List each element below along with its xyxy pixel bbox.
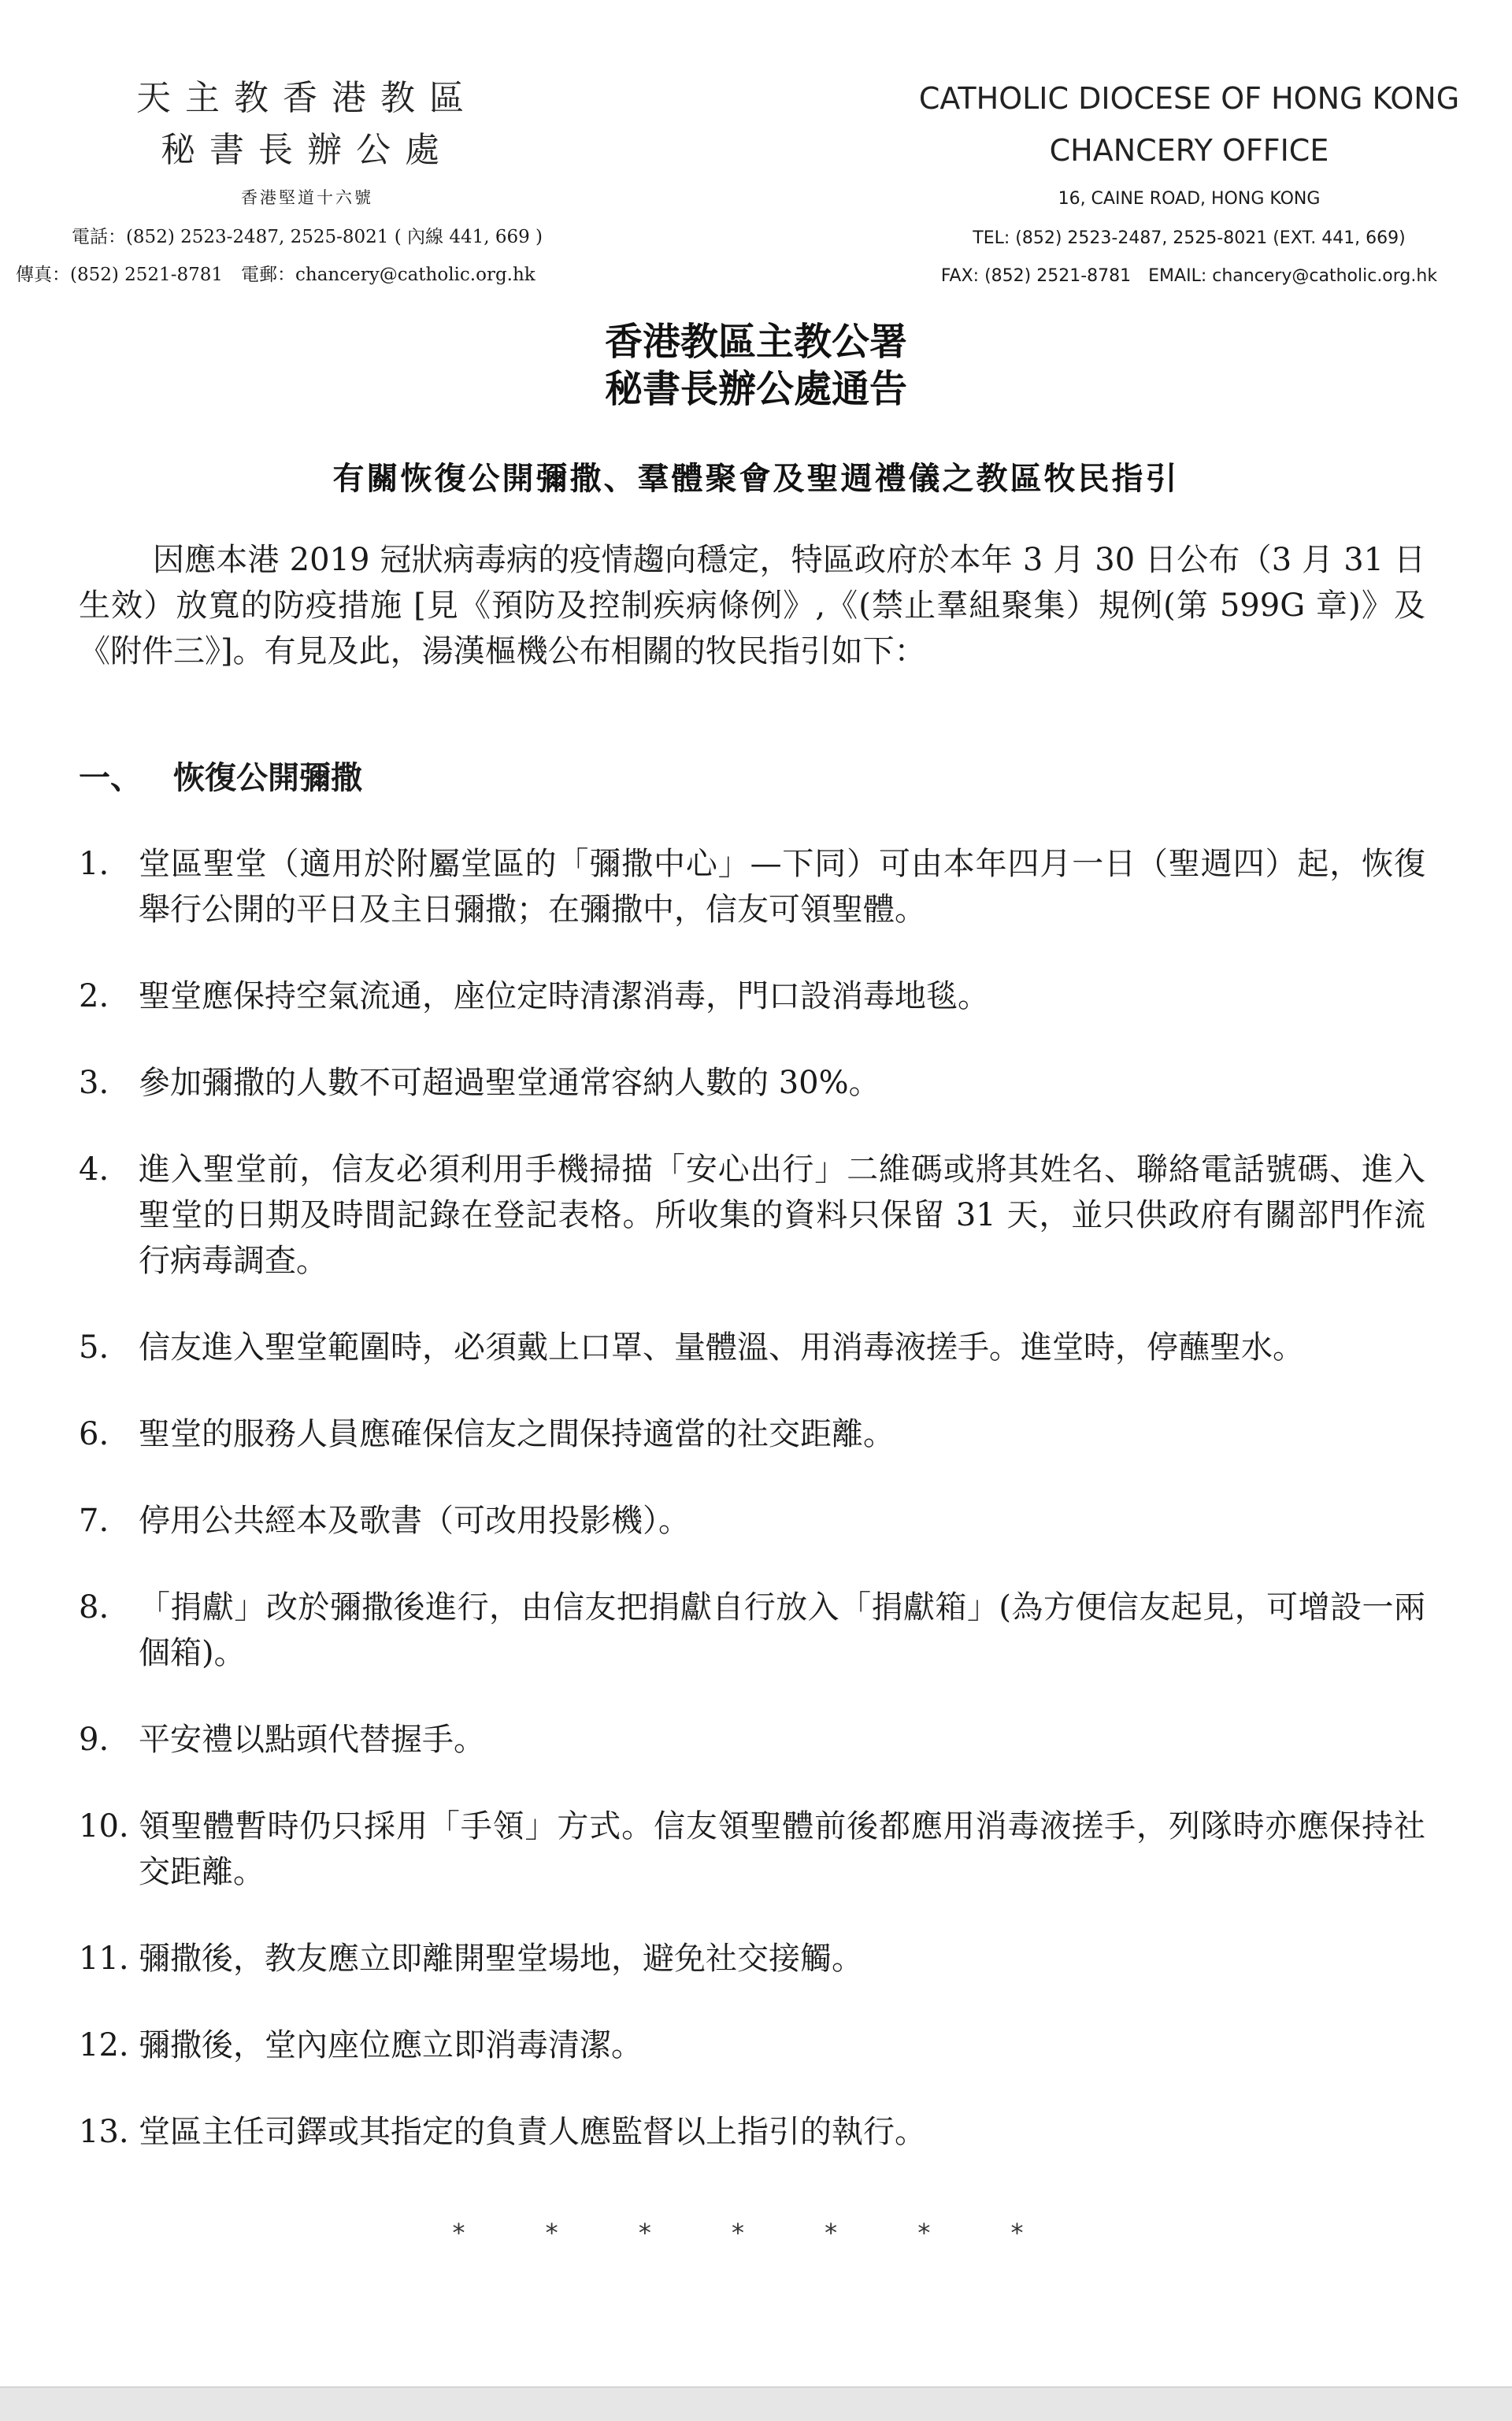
item-text: 彌撒後，教友應立即離開聖堂場地，避免社交接觸。	[139, 1941, 863, 1977]
list-item	[79, 1498, 1425, 1544]
list-item	[79, 1411, 1425, 1457]
item-number: 2.	[79, 978, 109, 1014]
item-number: 13.	[79, 2114, 129, 2150]
item-number: 10.	[79, 1808, 129, 1844]
en-org-name-line1: CATHOLIC DIOCESE OF HONG KONG	[918, 81, 1460, 116]
notice-title	[0, 318, 1512, 413]
list-item	[79, 2109, 1425, 2155]
list-item	[79, 2022, 1425, 2068]
item-text: 領聖體暫時仍只採用「手領」方式。信友領聖體前後都應用消毒液搓手，列隊時亦應保持社交距離。	[139, 1808, 1425, 1890]
item-text: 聖堂的服務人員應確保信友之間保持適當的社交距離。	[139, 1416, 895, 1452]
item-text: 平安禮以點頭代替握手。	[139, 1722, 485, 1758]
item-number: 1.	[79, 846, 109, 882]
list-item	[79, 841, 1425, 932]
zh-fax-email: 傳真：(852) 2521-8781 電郵：chancery@catholic.org.hk	[16, 265, 536, 285]
zh-org-name-line2: 秘書長辦公處	[161, 130, 454, 170]
letterhead-chinese	[16, 72, 598, 293]
letterhead-english	[866, 72, 1512, 295]
item-number: 3.	[79, 1065, 109, 1101]
section-title: 恢復公開彌撒	[173, 759, 362, 796]
end-marker-stars: * * * * * * *	[452, 2218, 1060, 2248]
list-item	[79, 1147, 1425, 1284]
section-heading	[79, 754, 362, 802]
item-number: 6.	[79, 1416, 109, 1452]
zh-address: 香港堅道十六號	[241, 188, 373, 207]
list-item	[79, 1717, 1425, 1763]
list-item	[79, 1585, 1425, 1676]
item-text: 聖堂應保持空氣流通，座位定時清潔消毒，門口設消毒地毯。	[139, 978, 989, 1014]
en-address: 16, CAINE ROAD, HONG KONG	[1058, 189, 1321, 209]
item-number: 8.	[79, 1589, 109, 1626]
notice-subject: 有關恢復公開彌撒、羣體聚會及聖週禮儀之教區牧民指引	[332, 460, 1180, 497]
item-number: 7.	[79, 1503, 109, 1539]
item-number: 4.	[79, 1151, 109, 1188]
zh-telephone: 電話：(852) 2523-2487, 2525-8021 ( 內線 441, 669 )	[71, 227, 543, 247]
item-number: 11.	[79, 1941, 129, 1977]
item-text: 堂區聖堂（適用於附屬堂區的「彌撒中心」—下同）可由本年四月一日（聖週四）起，恢復舉行公開的平日及主日彌撒；在彌撒中，信友可領聖體。	[139, 846, 1425, 928]
item-text: 堂區主任司鐸或其指定的負責人應監督以上指引的執行。	[139, 2114, 926, 2150]
item-number: 5.	[79, 1329, 109, 1366]
notice-title-line1: 香港教區主教公署	[604, 320, 907, 364]
item-number: 9.	[79, 1722, 109, 1758]
list-item	[79, 1060, 1425, 1106]
bottom-strip	[0, 2386, 1512, 2421]
list-item	[79, 1936, 1425, 1982]
section-number: 一、	[79, 759, 142, 796]
en-telephone: TEL: (852) 2523-2487, 2525-8021 (EXT. 441, 669)	[973, 228, 1406, 248]
list-item	[79, 1804, 1425, 1895]
item-text: 「捐獻」改於彌撒後進行，由信友把捐獻自行放入「捐獻箱」(為方便信友起見，可增設一兩個箱)。	[139, 1589, 1425, 1671]
item-number: 12.	[79, 2027, 129, 2063]
list-item	[79, 1325, 1425, 1370]
item-text: 參加彌撒的人數不可超過聖堂通常容納人數的 30%。	[139, 1065, 880, 1101]
item-text: 彌撒後，堂內座位應立即消毒清潔。	[139, 2027, 643, 2063]
intro-paragraph: 因應本港 2019 冠狀病毒病的疫情趨向穩定，特區政府於本年 3 月 30 日公布（3 月 31 日生效）放寬的防疫措施 [見《預防及控制疾病條例》,《(禁止羣組聚集）規例(第 599G 章)》及《附件三》]。有見及此，湯漢樞機公布相關的牧民指引如下：	[79, 542, 1425, 669]
item-text: 進入聖堂前，信友必須利用手機掃描「安心出行」二維碼或將其姓名、聯絡電話號碼、進入聖堂的日期及時間記錄在登記表格。所收集的資料只保留 31 天，並只供政府有關部門作流行病毒調查。	[139, 1151, 1425, 1279]
notice-title-line2: 秘書長辦公處通告	[604, 367, 907, 411]
zh-org-name-line1: 天主教香港教區	[136, 78, 478, 118]
item-text: 信友進入聖堂範圍時，必須戴上口罩、量體溫、用消毒液搓手。進堂時，停蘸聖水。	[139, 1329, 1304, 1366]
list-item	[79, 973, 1425, 1019]
en-fax-email: FAX: (852) 2521-8781 EMAIL: chancery@catholic.org.hk	[940, 266, 1438, 286]
guideline-list	[79, 841, 1425, 2196]
item-text: 停用公共經本及歌書（可改用投影機）。	[139, 1503, 690, 1539]
en-org-name-line2: CHANCERY OFFICE	[1049, 133, 1329, 168]
